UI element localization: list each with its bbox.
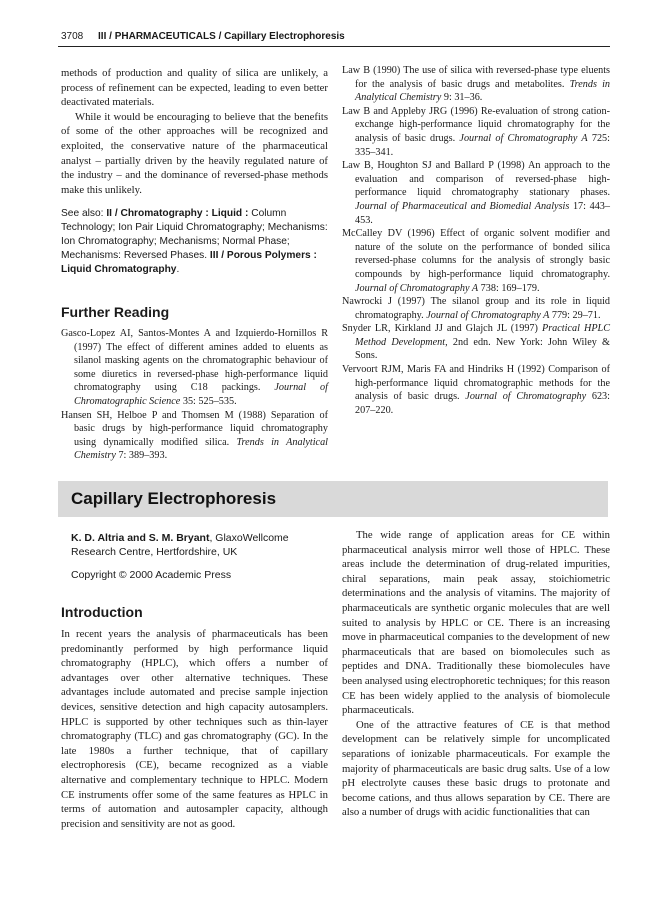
section-heading: Introduction <box>61 604 143 620</box>
reference-item: Law B, Houghton SJ and Ballard P (1998) An approach to the evaluation and comparison of reversed-phase high-performance liquid chromatography stationary phases. Journal of Pharmaceutical and Biomedial Analysis 17: 443–453. <box>342 160 610 226</box>
body-paragraph: One of the attractive features of CE is that method development can be relatively simple for uncomplicated separations of ionizable pharmaceuticals. For example the majority of pharmaceuticals are basic drug salts. Use of a low pH electrolyte causes these basic drugs to protonate and become cations, and thus allows separation by CE. There are also a number of drugs with acidic functionalities that can <box>342 718 610 819</box>
header-rule <box>58 46 610 47</box>
reference-item: Hansen SH, Helboe P and Thomsen M (1988) Separation of basic drugs by high-performance liquid chromatography using dynamically modified silica. Trends in Analytical Chemistry 7: 389–393. <box>61 409 328 462</box>
copyright: Copyright © 2000 Academic Press <box>71 569 232 581</box>
body-paragraph: While it would be encouraging to believe that the benefits of some of the other approaches will be recognized and exploited, the conservative nature of the pharmaceutical analyst – partially driven by the heavily regulated nature of the industry – and the dominance of reversed-phase methods make this unlikely. <box>61 110 328 196</box>
reference-item: Gasco-Lopez AI, Santos-Montes A and Izquierdo-Hornillos R (1997) The effect of different amines added to eluents as silanol masking agents on the chromatographic behaviour of some diuretics in reversed-phase high-performance liquid chromatography using C18 packings. Journal of Chromatographic Science 35: 525–535. <box>61 328 328 407</box>
left-column-top <box>61 66 328 277</box>
page-number: 3708 <box>61 31 84 42</box>
reference-item: Vervoort RJM, Maris FA and Hindriks H (1992) Comparison of high-performance liquid chromatographic methods for the analysis of basic drugs. Journal of Chromatography 623: 207–220. <box>342 364 610 416</box>
reference-item: Law B (1990) The use of silica with reversed-phase type eluents for the analysis of basic drugs and metabolites. Trends in Analytical Chemistry 9: 31–36. <box>342 65 610 104</box>
authors: K. D. Altria and S. M. Bryant, GlaxoWellcome Research Centre, Hertfordshire, UK <box>71 532 289 558</box>
further-reading-section <box>61 304 328 320</box>
reference-item: McCalley DV (1996) Effect of organic solvent modifier and nature of the solute on the performance of bonded silica reversed-phase columns for the analysis of strongly basic compounds by high-performance liquid chromatography. Journal of Chromatography A 738: 169–179. <box>342 228 610 294</box>
intro-column <box>61 627 328 831</box>
section-path: III / PHARMACEUTICALS / Capillary Electrophoresis <box>98 31 345 42</box>
reference-item: Law B and Appleby JRG (1996) Re-evaluation of strong cation-exchange high-performance liquid chromatography for the analysis of basic drugs. Journal of Chromatography A 725: 335–341. <box>342 105 610 158</box>
intro-heading-wrap <box>61 604 328 620</box>
article-title-banner <box>58 481 608 517</box>
see-also-link[interactable]: II / Chromatography : Liquid : <box>106 208 249 220</box>
body-paragraph: methods of production and quality of silica are unlikely, a process of refinement can be expected, leading to even better deactivated materials. <box>61 67 328 109</box>
see-also-label: See also: <box>61 208 104 220</box>
running-head <box>61 31 609 42</box>
body-paragraph: In recent years the analysis of pharmaceuticals has been predominantly performed by high performance liquid chromatography (HPLC), which offers a number of advantages over other alternative techniques. These advantages include automated and precise sample injection devices, sensitive detection and high capacity autosamplers. HPLC is supported by other techniques such as thin-layer chromatography (TLC) and gas chromatography (GC). In the late 1980s a further technique, that of capillary electrophoresis (CE), became recognized as a viable alternative and complementary technique to HPLC. Modern CE instruments offer some of the same features as HPLC in terms of automation and autosampler capacity, although precision and sensitivity are not as good. <box>61 628 328 830</box>
article-title: Capillary Electrophoresis <box>71 489 277 508</box>
references-right <box>342 64 610 417</box>
references-left <box>61 327 328 463</box>
author-block <box>71 531 329 581</box>
section-heading: Further Reading <box>61 304 170 320</box>
see-also: See also: II / Chromatography : Liquid : Column Technology; Ion Pair Liquid Chromatography; Mechanisms: Ion Chromatography; Mechanisms; Normal Phase; Mechanisms: Reversed Phases. III / Porous Polymers : Liquid Chromatography. <box>61 208 328 276</box>
body-paragraph: The wide range of application areas for CE within pharmaceutical analysis mirror well those of HPLC. These areas include the determination of drug-related impurities, chiral separations, main peak assay, stoichiometric determinations and the analysis of vitamins. The majority of pharmaceuticals are synthetic organic molecules that are well suited to analysis by HPLC or CE. There is an increasing move in pharmaceutical companies to the development of new pharmaceuticals that are based on biomolecules such as peptides and DNA. Traditionally these biomolecules have been analysed using electrophoretic techniques; for this reason CE has been widely applied to the analysis of biomolecule pharmaceuticals. <box>342 529 610 717</box>
see-also-text: Column Technology; Ion Pair Liquid Chromatography; Mechanisms: Ion Chromatography; Mechanisms; Normal Phase; Mechanisms: Reversed Phases. <box>61 208 328 262</box>
reference-item: Nawrocki J (1997) The silanol group and its role in liquid chromatography. Journal of Chromatography A 779: 29–71. <box>342 296 610 321</box>
right-column-body <box>342 528 610 820</box>
reference-item: Snyder LR, Kirkland JJ and Glajch JL (1997) Practical HPLC Method Development, 2nd edn. New York: John Wiley & Sons. <box>342 323 611 362</box>
see-also-link[interactable]: III / Porous Polymers : Liquid Chromatography <box>61 250 317 276</box>
